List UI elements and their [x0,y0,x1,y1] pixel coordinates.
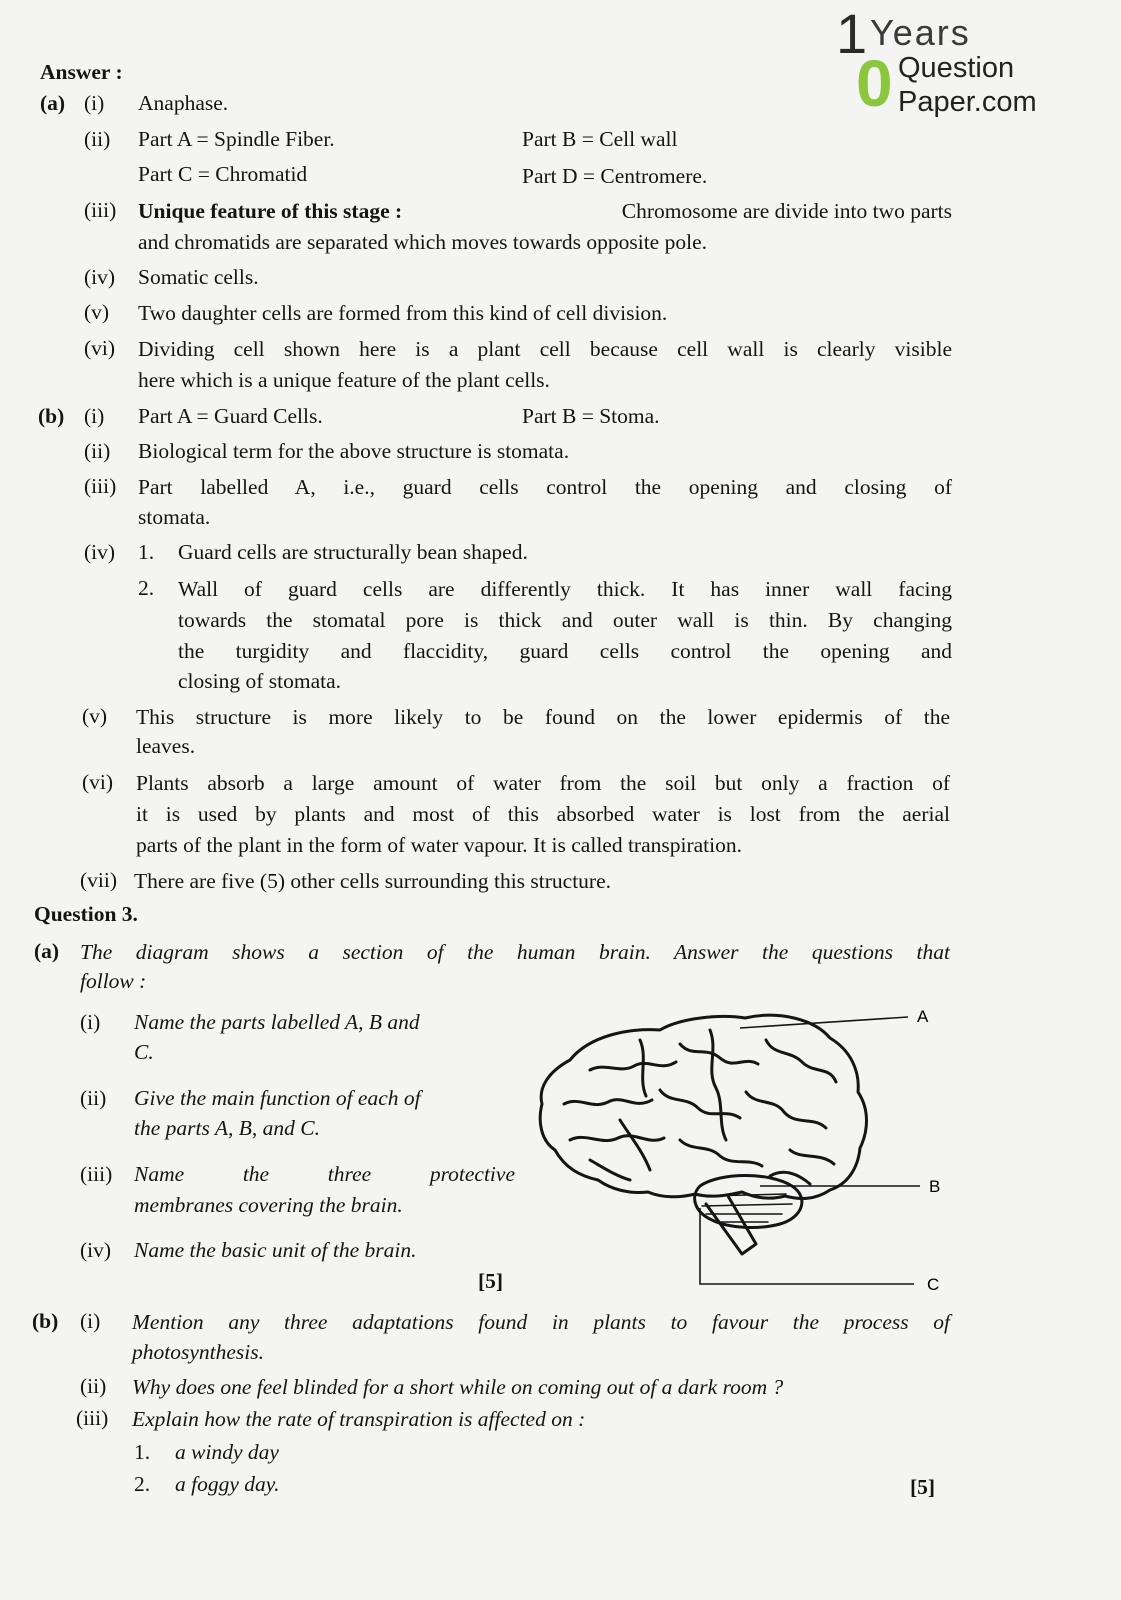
a-ii-part-b: Part B = Cell wall [522,127,678,151]
b-vi-num: (vi) [82,770,114,794]
b-v-line1: This structure is more likely to be found on the lower epidermis of the [136,705,950,729]
a-iii-bold: Unique feature of this stage : [138,199,403,223]
q3-a-iii-line1: Name the three protective [134,1162,515,1186]
a-v-text: Two daughter cells are formed from this kind of cell division. [138,301,668,325]
site-logo [836,2,1076,120]
b-i-num: (i) [84,404,105,428]
a-ii-part-a: Part A = Spindle Fiber. [138,127,335,151]
a-iii-line1 [138,196,952,227]
answer-heading: Answer : [40,60,123,84]
b-iv-p2-line2: towards the stomatal pore is thick and outer wall is thin. By changing [178,608,952,632]
cerebellum [695,1176,802,1228]
q3-a-i-line1: Name the parts labelled A, B and [134,1010,420,1034]
q3-a-iii-num: (iii) [80,1162,113,1186]
a-i-num: (i) [84,91,105,115]
q3-b-p1-num: 1. [134,1440,151,1464]
b-v-num: (v) [82,704,108,728]
label-b: B [929,1177,941,1196]
a-iv-num: (iv) [84,265,116,289]
q3-a-line1: The diagram shows a section of the human brain. Answer the questions that [80,940,950,964]
b-iv-p1: Guard cells are structurally bean shaped. [178,540,528,564]
a-iii-text1: Chromosome are divide into two parts [621,199,952,223]
b-iv-p2-line4: closing of stomata. [178,669,342,693]
section-b-label: (b) [38,404,65,428]
b-iv-num: (iv) [84,540,116,564]
q3-b-i-line1: Mention any three adaptations found in plants to favour the process of [132,1310,950,1334]
b-iii-num: (iii) [84,474,117,498]
question-3-heading: Question 3. [34,902,138,926]
q3-a-ii-num: (ii) [80,1086,107,1110]
b-vi-line3: parts of the plant in the form of water vapour. It is called transpiration. [136,833,742,857]
b-vii-num: (vii) [80,868,118,892]
b-vii-text: There are five (5) other cells surrounding this structure. [134,869,612,893]
q3-b-iii-num: (iii) [76,1406,109,1430]
b-iv-p2-num: 2. [138,576,155,600]
q3-b-marks: [5] [910,1475,936,1499]
b-i-part-b: Part B = Stoma. [522,404,660,428]
a-ii-part-c: Part C = Chromatid [138,162,308,186]
section-a-label: (a) [40,91,66,115]
q3-a-marks: [5] [478,1269,504,1293]
label-c: C [927,1275,940,1294]
q3-a-iii-line2: membranes covering the brain. [134,1193,403,1217]
q3-b-label: (b) [32,1309,59,1333]
q3-a-i-line2: C. [134,1040,154,1064]
a-ii-num: (ii) [84,127,111,151]
a-i-text: Anaphase. [138,91,229,115]
q3-b-iii-text: Explain how the rate of transpiration is affected on : [132,1407,586,1431]
b-iv-p2-line3: the turgidity and flaccidity, guard cells control the opening and [178,639,952,663]
q3-a-line2: follow : [80,969,147,993]
q3-b-p2-num: 2. [134,1472,151,1496]
a-v-num: (v) [84,300,110,324]
q3-a-label: (a) [34,939,60,963]
label-a: A [917,1007,929,1026]
a-iv-text: Somatic cells. [138,265,259,289]
a-iii-line2: and chromatids are separated which moves towards opposite pole. [138,230,707,254]
a-ii-part-d: Part D = Centromere. [522,164,708,188]
b-ii-num: (ii) [84,439,111,463]
b-v-line2: leaves. [136,734,196,758]
b-vi-line1: Plants absorb a large amount of water from the soil but only a fraction of [136,771,950,795]
brain-diagram [530,1000,970,1320]
a-vi-num: (vi) [84,336,116,360]
q3-b-ii-num: (ii) [80,1374,107,1398]
b-iv-p1-num: 1. [138,540,155,564]
b-vi-line2: it is used by plants and most of this absorbed water is lost from the aerial [136,802,950,826]
a-vi-line2: here which is a unique feature of the plant cells. [138,368,550,392]
logo-years: Years [870,12,971,53]
a-vi-line1: Dividing cell shown here is a plant cell because cell wall is clearly visible [138,337,952,361]
q3-a-iv-num: (iv) [80,1238,112,1262]
b-iv-p2-line1: Wall of guard cells are differently thick. It has inner wall facing [178,577,952,601]
logo-digit-zero: 0 [856,46,893,120]
q3-b-p2: a foggy day. [175,1472,280,1496]
q3-a-ii-line1: Give the main function of each of [134,1086,421,1110]
logo-question: Question [898,52,1015,84]
b-iii-line2: stomata. [138,505,211,529]
q3-b-p1: a windy day [175,1440,279,1464]
logo-paper: Paper.com [898,86,1037,118]
brain-outline [540,1015,866,1198]
b-i-part-a: Part A = Guard Cells. [138,404,323,428]
q3-b-ii-text: Why does one feel blinded for a short while on coming out of a dark room ? [132,1375,784,1399]
q3-b-i-num: (i) [80,1309,101,1333]
q3-a-ii-line2: the parts A, B, and C. [134,1116,320,1140]
a-iii-num: (iii) [84,198,117,222]
b-ii-text: Biological term for the above structure is stomata. [138,439,570,463]
q3-a-i-num: (i) [80,1010,101,1034]
b-iii-line1: Part labelled A, i.e., guard cells control the opening and closing of [138,475,952,499]
q3-b-i-line2: photosynthesis. [132,1340,264,1364]
logo-digit-one: 1 [836,2,868,65]
q3-a-iv-text: Name the basic unit of the brain. [134,1238,417,1262]
